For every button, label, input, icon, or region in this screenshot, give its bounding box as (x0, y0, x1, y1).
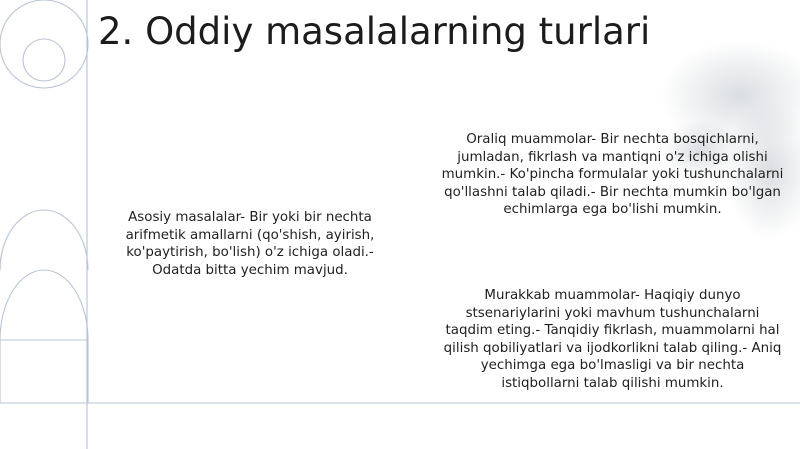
small-circle-ornament (23, 39, 65, 81)
text-block-basic-problems: Asosiy masalalar- Bir yoki bir nechta arifmetik amallarni (qo'shish, ayirish, ko'paytirish, bo'lish) o'z ichiga oladi.- Odatda bitta yechim mavjud. (125, 210, 375, 278)
large-circle-ornament (0, 0, 88, 88)
upper-arch-ornament (0, 210, 88, 270)
text-block-complex-problems: Murakkab muammolar- Haqiqiy dunyo stsenariylarini yoki mavhum tushunchalarni taqdim eting.- Tanqidiy fikrlash, muammolarni hal qilish qobiliyatlari va ijodkorlikni talab qiling.- Aniq yechimga ega bo'lmasligi va bir nechta istiqbollarni talab qilishi mumkin. (443, 288, 782, 391)
text-block-intermediate-problems: Oraliq muammolar- Bir nechta bosqichlarni, jumladan, fikrlash va mantiqni o'z ichiga olishi mumkin.- Ko'pincha formulalar yoki tushunchalarni qo'llashni talab qiladi.- Bir nechta mumkin bo'lgan echimlarga ega bo'lishi mumkin. (441, 132, 784, 217)
slide-title: 2. Oddiy masalalarning turlari (98, 10, 651, 53)
lower-arch-ornament (0, 270, 88, 403)
